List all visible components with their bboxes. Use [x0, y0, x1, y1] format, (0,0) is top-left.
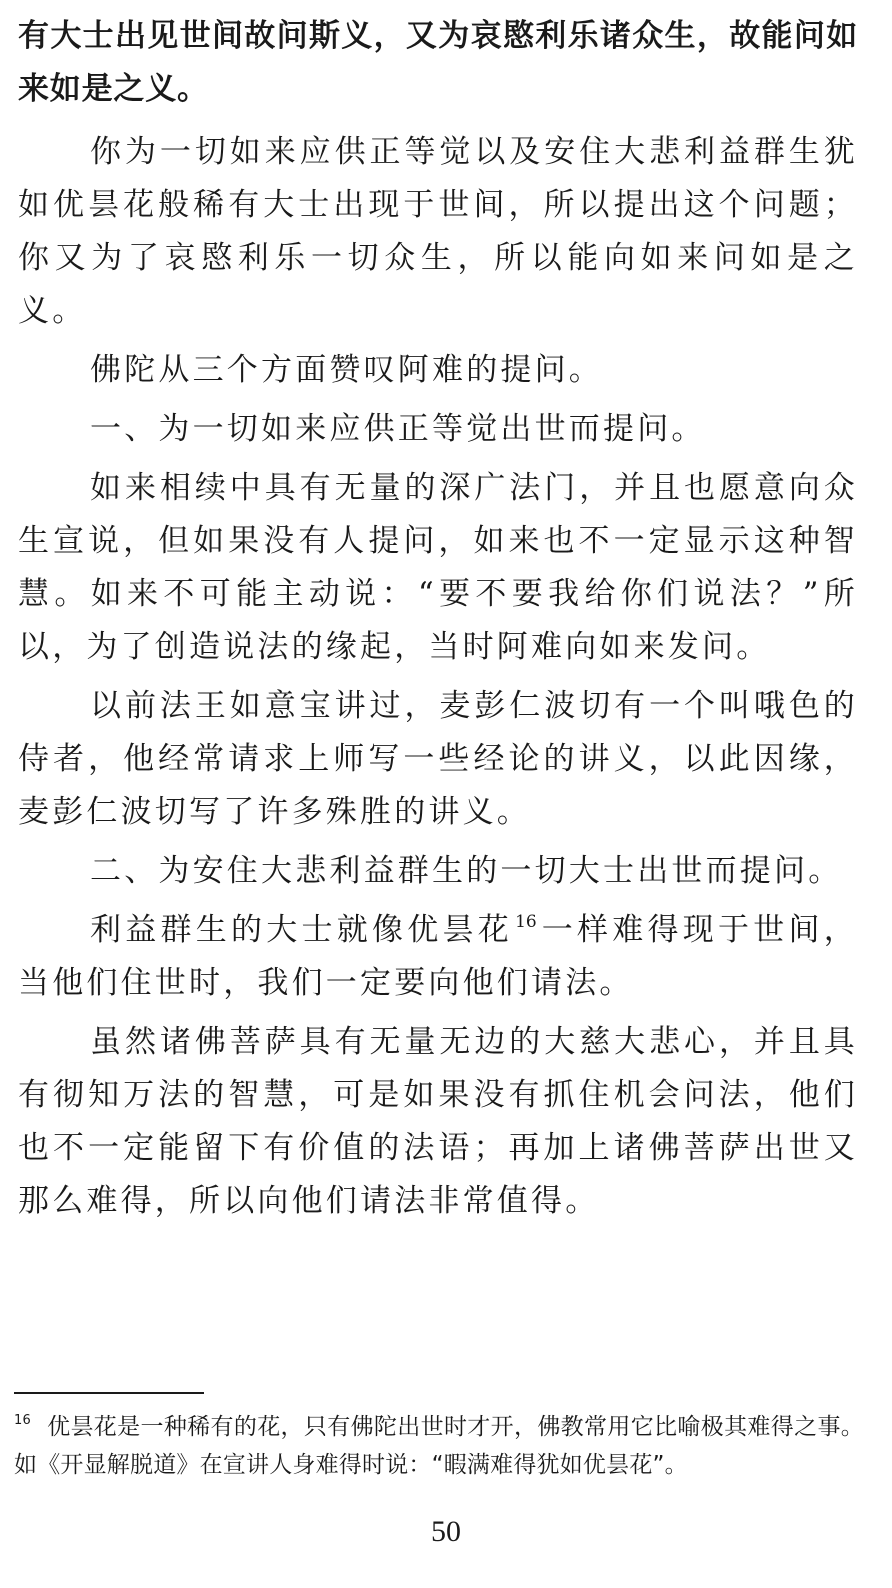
footnote — [14, 1408, 864, 1484]
commentary-paragraph: 虽然诸佛菩萨具有无量无边的大慈大悲心，并且具有彻知万法的智慧，可是如果没有抓住机会问法，他们也不一定能留下有价值的法语；再加上诸佛菩萨出世又那么难得，所以向他们请法非常值得。 — [18, 1024, 858, 1219]
footnote-reference[interactable]: 16 — [515, 912, 537, 932]
footnote-divider — [14, 1392, 204, 1394]
commentary-paragraph: 佛陀从三个方面赞叹阿难的提问。 — [90, 352, 603, 388]
commentary-paragraph — [18, 904, 858, 1010]
footnote-text: 优昙花是一种稀有的花，只有佛陀出世时才开，佛教常用它比喻极其难得之事。如《开显解脱道》在宣讲人身难得时说：“暇满难得犹如优昙花”。 — [14, 1414, 864, 1478]
paragraph-text: 利益群生的大士就像优昙花 — [90, 912, 514, 948]
sutra-verse: 有大士出见世间故问斯义，又为哀愍利乐诸众生，故能问如来如是之义。 — [18, 18, 858, 107]
section-heading: 一、为一切如来应供正等觉出世而提问。 — [90, 411, 706, 447]
footnote-number: 16 — [14, 1413, 31, 1428]
page-number: 50 — [431, 1515, 461, 1548]
commentary-paragraph: 如来相续中具有无量的深广法门，并且也愿意向众生宣说，但如果没有人提问，如来也不一定显示这种智慧。如来不可能主动说：“要不要我给你们说法？”所以，为了创造说法的缘起，当时阿难向如来发问。 — [18, 470, 858, 665]
commentary-paragraph: 你为一切如来应供正等觉以及安住大悲利益群生犹如优昙花般稀有大士出现于世间，所以提出这个问题；你又为了哀愍利乐一切众生，所以能向如来问如是之义。 — [18, 134, 858, 329]
main-text — [18, 10, 858, 1234]
paragraph-text: 一样难得现于世间，当他们住世时，我们一定要向他们请法。 — [18, 912, 858, 1001]
section-heading: 二、为安住大悲利益群生的一切大士出世而提问。 — [90, 853, 843, 889]
commentary-paragraph: 以前法王如意宝讲过，麦彭仁波切有一个叫哦色的侍者，他经常请求上师写一些经论的讲义，以此因缘，麦彭仁波切写了许多殊胜的讲义。 — [18, 688, 858, 830]
